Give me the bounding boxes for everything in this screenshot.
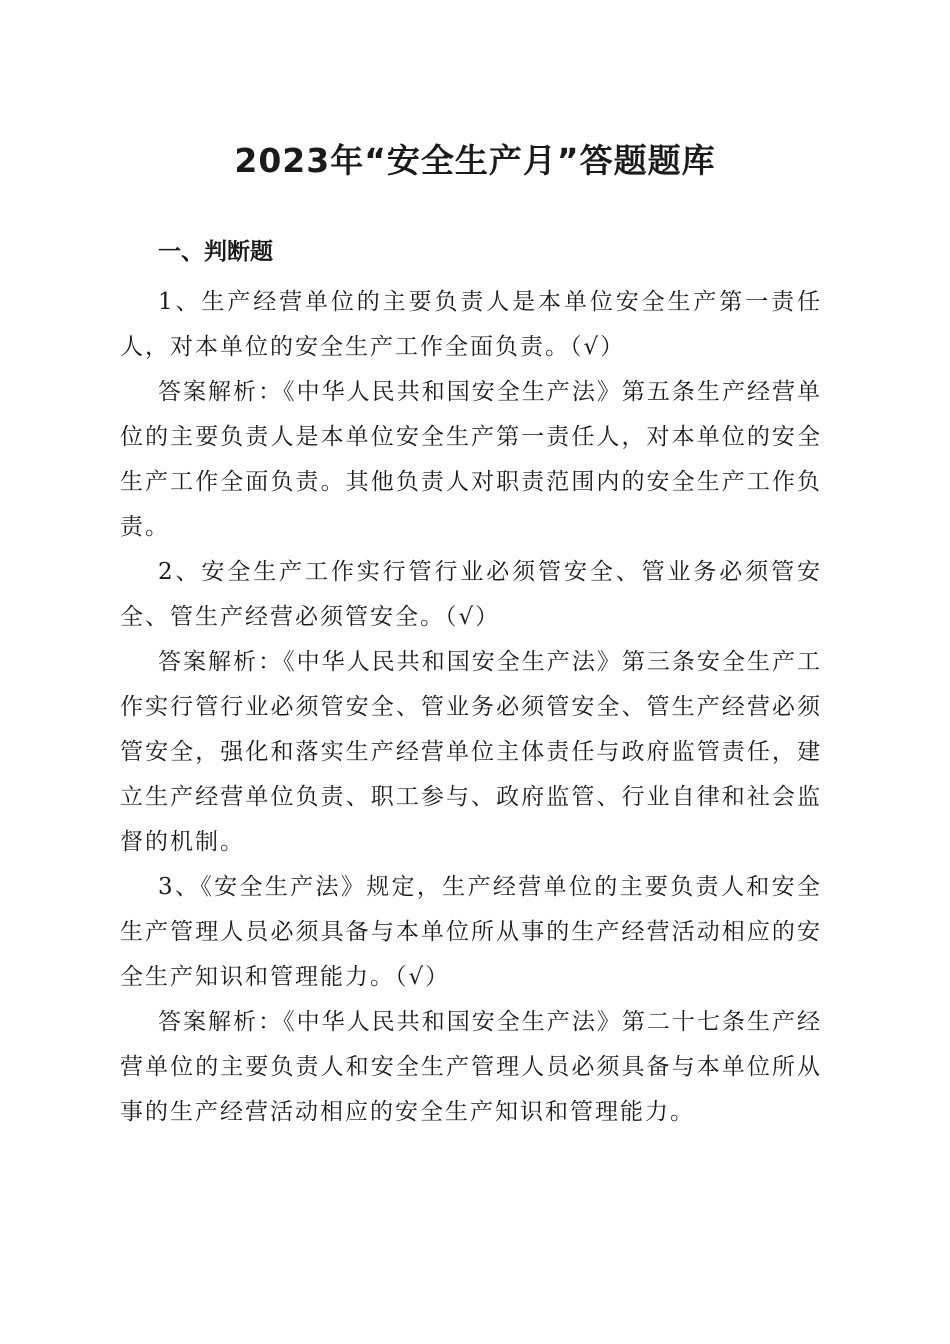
answer-1: 答案解析：《中华人民共和国安全生产法》第五条生产经营单位的主要负责人是本单位安全生产第一责任人，对本单位的安全生产工作全面负责。其他负责人对职责范围内的安全生产工作负责。 xyxy=(120,379,822,540)
question-2: 2、安全生产工作实行管行业必须管安全、管业务必须管安全、管生产经营必须管安全。（√） xyxy=(120,559,822,630)
section-heading: 一、判断题 xyxy=(158,239,273,265)
document-title: 2023年“安全生产月”答题题库 xyxy=(234,141,716,180)
question-3: 3、《安全生产法》规定，生产经营单位的主要负责人和安全生产管理人员必须具备与本单位所从事的生产经营活动相应的安全生产知识和管理能力。（√） xyxy=(120,874,822,990)
answer-3: 答案解析：《中华人民共和国安全生产法》第二十七条生产经营单位的主要负责人和安全生产管理人员必须具备与本单位所从事的生产经营活动相应的安全生产知识和管理能力。 xyxy=(120,1009,822,1125)
answer-2: 答案解析：《中华人民共和国安全生产法》第三条安全生产工作实行管行业必须管安全、管业务必须管安全、管生产经营必须管安全，强化和落实生产经营单位主体责任与政府监管责任，建立生产经营单位负责、职工参与、政府监管、行业自律和社会监督的机制。 xyxy=(120,649,822,855)
question-1: 1、生产经营单位的主要负责人是本单位安全生产第一责任人，对本单位的安全生产工作全面负责。（√） xyxy=(120,289,822,360)
question-list xyxy=(120,280,822,1135)
